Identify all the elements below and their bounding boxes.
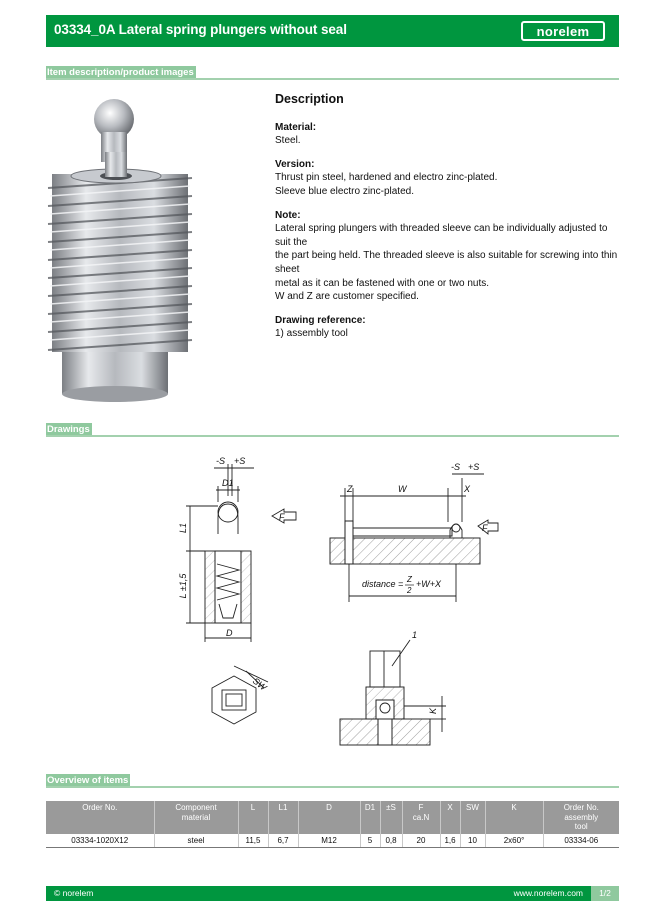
section-drawings-header [46, 423, 619, 437]
column-header-component-material: Component material [154, 801, 238, 834]
description-panel [275, 93, 620, 351]
material-text: Steel. [275, 135, 301, 147]
section-divider [46, 435, 619, 437]
table-cell: M12 [298, 834, 360, 848]
page-header [46, 15, 619, 47]
footer-url-link[interactable]: www.norelem.com [513, 888, 583, 898]
footer-copyright: © norelem [54, 888, 94, 898]
description-title: Description [275, 92, 344, 106]
brand-logo [521, 21, 605, 41]
version-line: Sleeve blue electro zinc-plated. [275, 185, 414, 197]
section-overview-header [46, 774, 619, 788]
table-cell: 10 [460, 834, 485, 848]
column-header-l1: L1 [268, 801, 298, 834]
column-header-order-no: Order No. [46, 801, 154, 834]
note-line: W and Z are customer specified. [275, 291, 419, 303]
table-cell: 2x60° [485, 834, 543, 848]
product-image [46, 92, 206, 407]
label-d: D [226, 628, 233, 638]
section-product-header [46, 66, 619, 80]
label-f-right: F [482, 523, 488, 533]
table-cell: 20 [402, 834, 440, 848]
label-distance-fraction-denominator: 2 [407, 586, 412, 595]
drawing-reference-block [275, 314, 620, 341]
label-s-minus: -S [216, 456, 225, 466]
section-overview-label: Overview of items [47, 775, 129, 786]
section-drawings-label: Drawings [47, 424, 90, 435]
label-distance-fraction-numerator: Z [407, 575, 412, 584]
note-line: metal as it can be fastened with one or two nuts. [275, 277, 490, 289]
section-product-label: Item description/product images [47, 67, 194, 78]
drawing-reference-text: 1) assembly tool [275, 328, 348, 340]
page-number: 1/2 [591, 886, 619, 901]
note-line: the part being held. The threaded sleeve is also suitable for screwing into thin sheet [275, 250, 618, 275]
items-table [46, 801, 619, 848]
table-cell: steel [154, 834, 238, 848]
table-cell: 03334-06 [543, 834, 619, 848]
page-title: 03334_0A Lateral spring plungers without seal [54, 22, 347, 37]
column-header-f: F ca.N [402, 801, 440, 834]
table-cell: 03334-1020X12 [46, 834, 154, 848]
label-callout-1: 1 [412, 630, 418, 640]
label-d1: D1 [222, 478, 234, 488]
column-header-sw: SW [460, 801, 485, 834]
label-l1: L1 [178, 522, 188, 534]
column-header-s: ±S [380, 801, 402, 834]
note-line: Lateral spring plungers with threaded sleeve can be individually adjusted to suit the [275, 223, 608, 248]
column-header-d: D [298, 801, 360, 834]
version-block [275, 158, 620, 199]
page-footer [46, 886, 619, 901]
label-f-left: F [279, 512, 285, 522]
note-block [275, 209, 620, 304]
table-cell: 0,8 [380, 834, 402, 848]
label-distance: distance = [362, 579, 404, 589]
table-cell: 5 [360, 834, 380, 848]
section-divider [46, 78, 619, 80]
material-block [275, 121, 620, 148]
table-cell: 6,7 [268, 834, 298, 848]
label-distance-tail: +W+X [416, 579, 442, 589]
table-cell: 1,6 [440, 834, 460, 848]
drawing-reference-heading: Drawing reference: [275, 314, 366, 326]
brand-logo-text: norelem [536, 24, 590, 39]
label-s-plus: +S [234, 456, 246, 466]
table-header-row [46, 801, 619, 834]
label-k: K [428, 707, 438, 714]
column-header-k: K [485, 801, 543, 834]
material-heading: Material: [275, 121, 317, 133]
technical-drawing [160, 456, 500, 776]
label-s-plus: +S [468, 462, 480, 472]
label-z: Z [347, 484, 353, 494]
column-header-d1: D1 [360, 801, 380, 834]
column-header-x: X [440, 801, 460, 834]
version-heading: Version: [275, 158, 315, 170]
label-sw: SW [250, 675, 269, 693]
column-header-assembly-tool: Order No. assembly tool [543, 801, 619, 834]
table-cell: 11,5 [238, 834, 268, 848]
note-heading: Note: [275, 209, 301, 221]
label-x: X [464, 484, 471, 494]
section-divider [46, 786, 619, 788]
version-line: Thrust pin steel, hardened and electro zinc-plated. [275, 172, 498, 184]
label-w: W [398, 484, 407, 494]
column-header-l: L [238, 801, 268, 834]
label-s-minus: -S [451, 462, 460, 472]
table-row [46, 834, 619, 848]
label-l: L ±1,5 [178, 573, 188, 599]
